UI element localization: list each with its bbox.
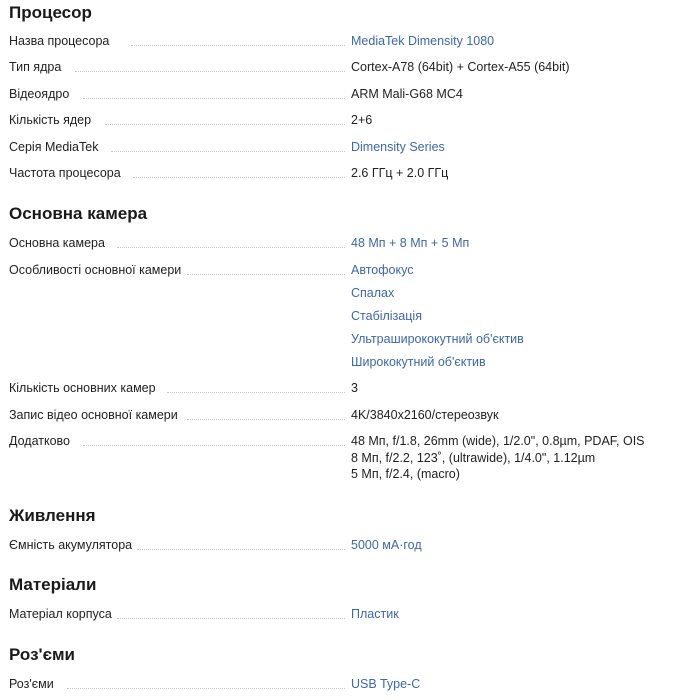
camera-detail-line: 8 Мп, f/2.2, 123˚, (ultrawide), 1/4.0", 1.12µm [351, 450, 596, 465]
camera-detail-line: 48 Мп, f/1.8, 26mm (wide), 1/2.0", 0.8µm, PDAF, OIS [351, 434, 645, 448]
feature-link-stabilization[interactable]: Стабілізація [351, 309, 422, 323]
dotted-leader [117, 618, 345, 619]
spec-label: Основна камера [9, 236, 105, 250]
spec-value: ARM Mali-G68 MC4 [351, 87, 463, 101]
dotted-leader [117, 247, 345, 248]
dotted-leader [187, 419, 345, 420]
section-title-processor: Процесор [9, 3, 92, 22]
additional-camera-details [351, 434, 645, 484]
spec-value: 2.6 ГГц + 2.0 ГГц [351, 166, 449, 180]
spec-label: Серія MediaTek [9, 140, 99, 154]
spec-label: Кількість ядер [9, 113, 92, 127]
feature-link-wide[interactable]: Ширококутний об'єктив [351, 355, 486, 369]
spec-label: Особливості основної камери [9, 263, 182, 277]
section-title-power: Живлення [9, 506, 96, 525]
feature-link-autofocus[interactable]: Автофокус [351, 263, 414, 277]
camera-detail-line: 5 Мп, f/2.4, (macro) [351, 467, 460, 481]
dotted-leader [83, 445, 345, 446]
feature-link-ultrawide[interactable]: Ультраширококутний об'єктив [351, 332, 524, 346]
section-title-materials: Матеріали [9, 575, 97, 594]
dotted-leader [83, 98, 345, 99]
dotted-leader [187, 274, 345, 275]
spec-label: Роз'єми [9, 677, 54, 691]
feature-link-flash[interactable]: Спалах [351, 286, 395, 300]
spec-label: Кількість основних камер [9, 381, 156, 395]
spec-value-link[interactable]: MediaTek Dimensity 1080 [351, 34, 495, 48]
dotted-leader [137, 549, 345, 550]
spec-value-link[interactable]: 48 Мп + 8 Мп + 5 Мп [351, 236, 470, 250]
dotted-leader [67, 688, 345, 689]
section-title-camera: Основна камера [9, 204, 148, 223]
dotted-leader [105, 124, 345, 125]
dotted-leader [133, 177, 345, 178]
spec-value: 4K/3840x2160/стереозвук [351, 408, 499, 422]
spec-value-link[interactable]: 5000 мА·год [351, 538, 422, 552]
spec-label: Додатково [9, 434, 70, 448]
spec-value-link[interactable]: Dimensity Series [351, 140, 445, 154]
spec-value-link[interactable]: USB Type-C [351, 677, 421, 691]
dotted-leader [131, 45, 345, 46]
spec-label: Назва процесора [9, 34, 110, 48]
section-title-connectors: Роз'єми [9, 645, 75, 664]
spec-value: 3 [351, 381, 358, 395]
spec-label: Відеоядро [9, 87, 70, 101]
spec-label: Матеріал корпуса [9, 607, 112, 621]
spec-label: Ємність акумулятора [9, 538, 133, 552]
spec-label: Тип ядра [9, 60, 62, 74]
dotted-leader [167, 392, 345, 393]
spec-value: Cortex-A78 (64bit) + Cortex-A55 (64bit) [351, 60, 570, 74]
spec-value-link[interactable]: Пластик [351, 607, 399, 621]
spec-label: Запис відео основної камери [9, 408, 178, 422]
camera-features-list [351, 263, 524, 378]
spec-value: 2+6 [351, 113, 373, 127]
dotted-leader [111, 151, 345, 152]
spec-label: Частота процесора [9, 166, 121, 180]
dotted-leader [75, 71, 345, 72]
